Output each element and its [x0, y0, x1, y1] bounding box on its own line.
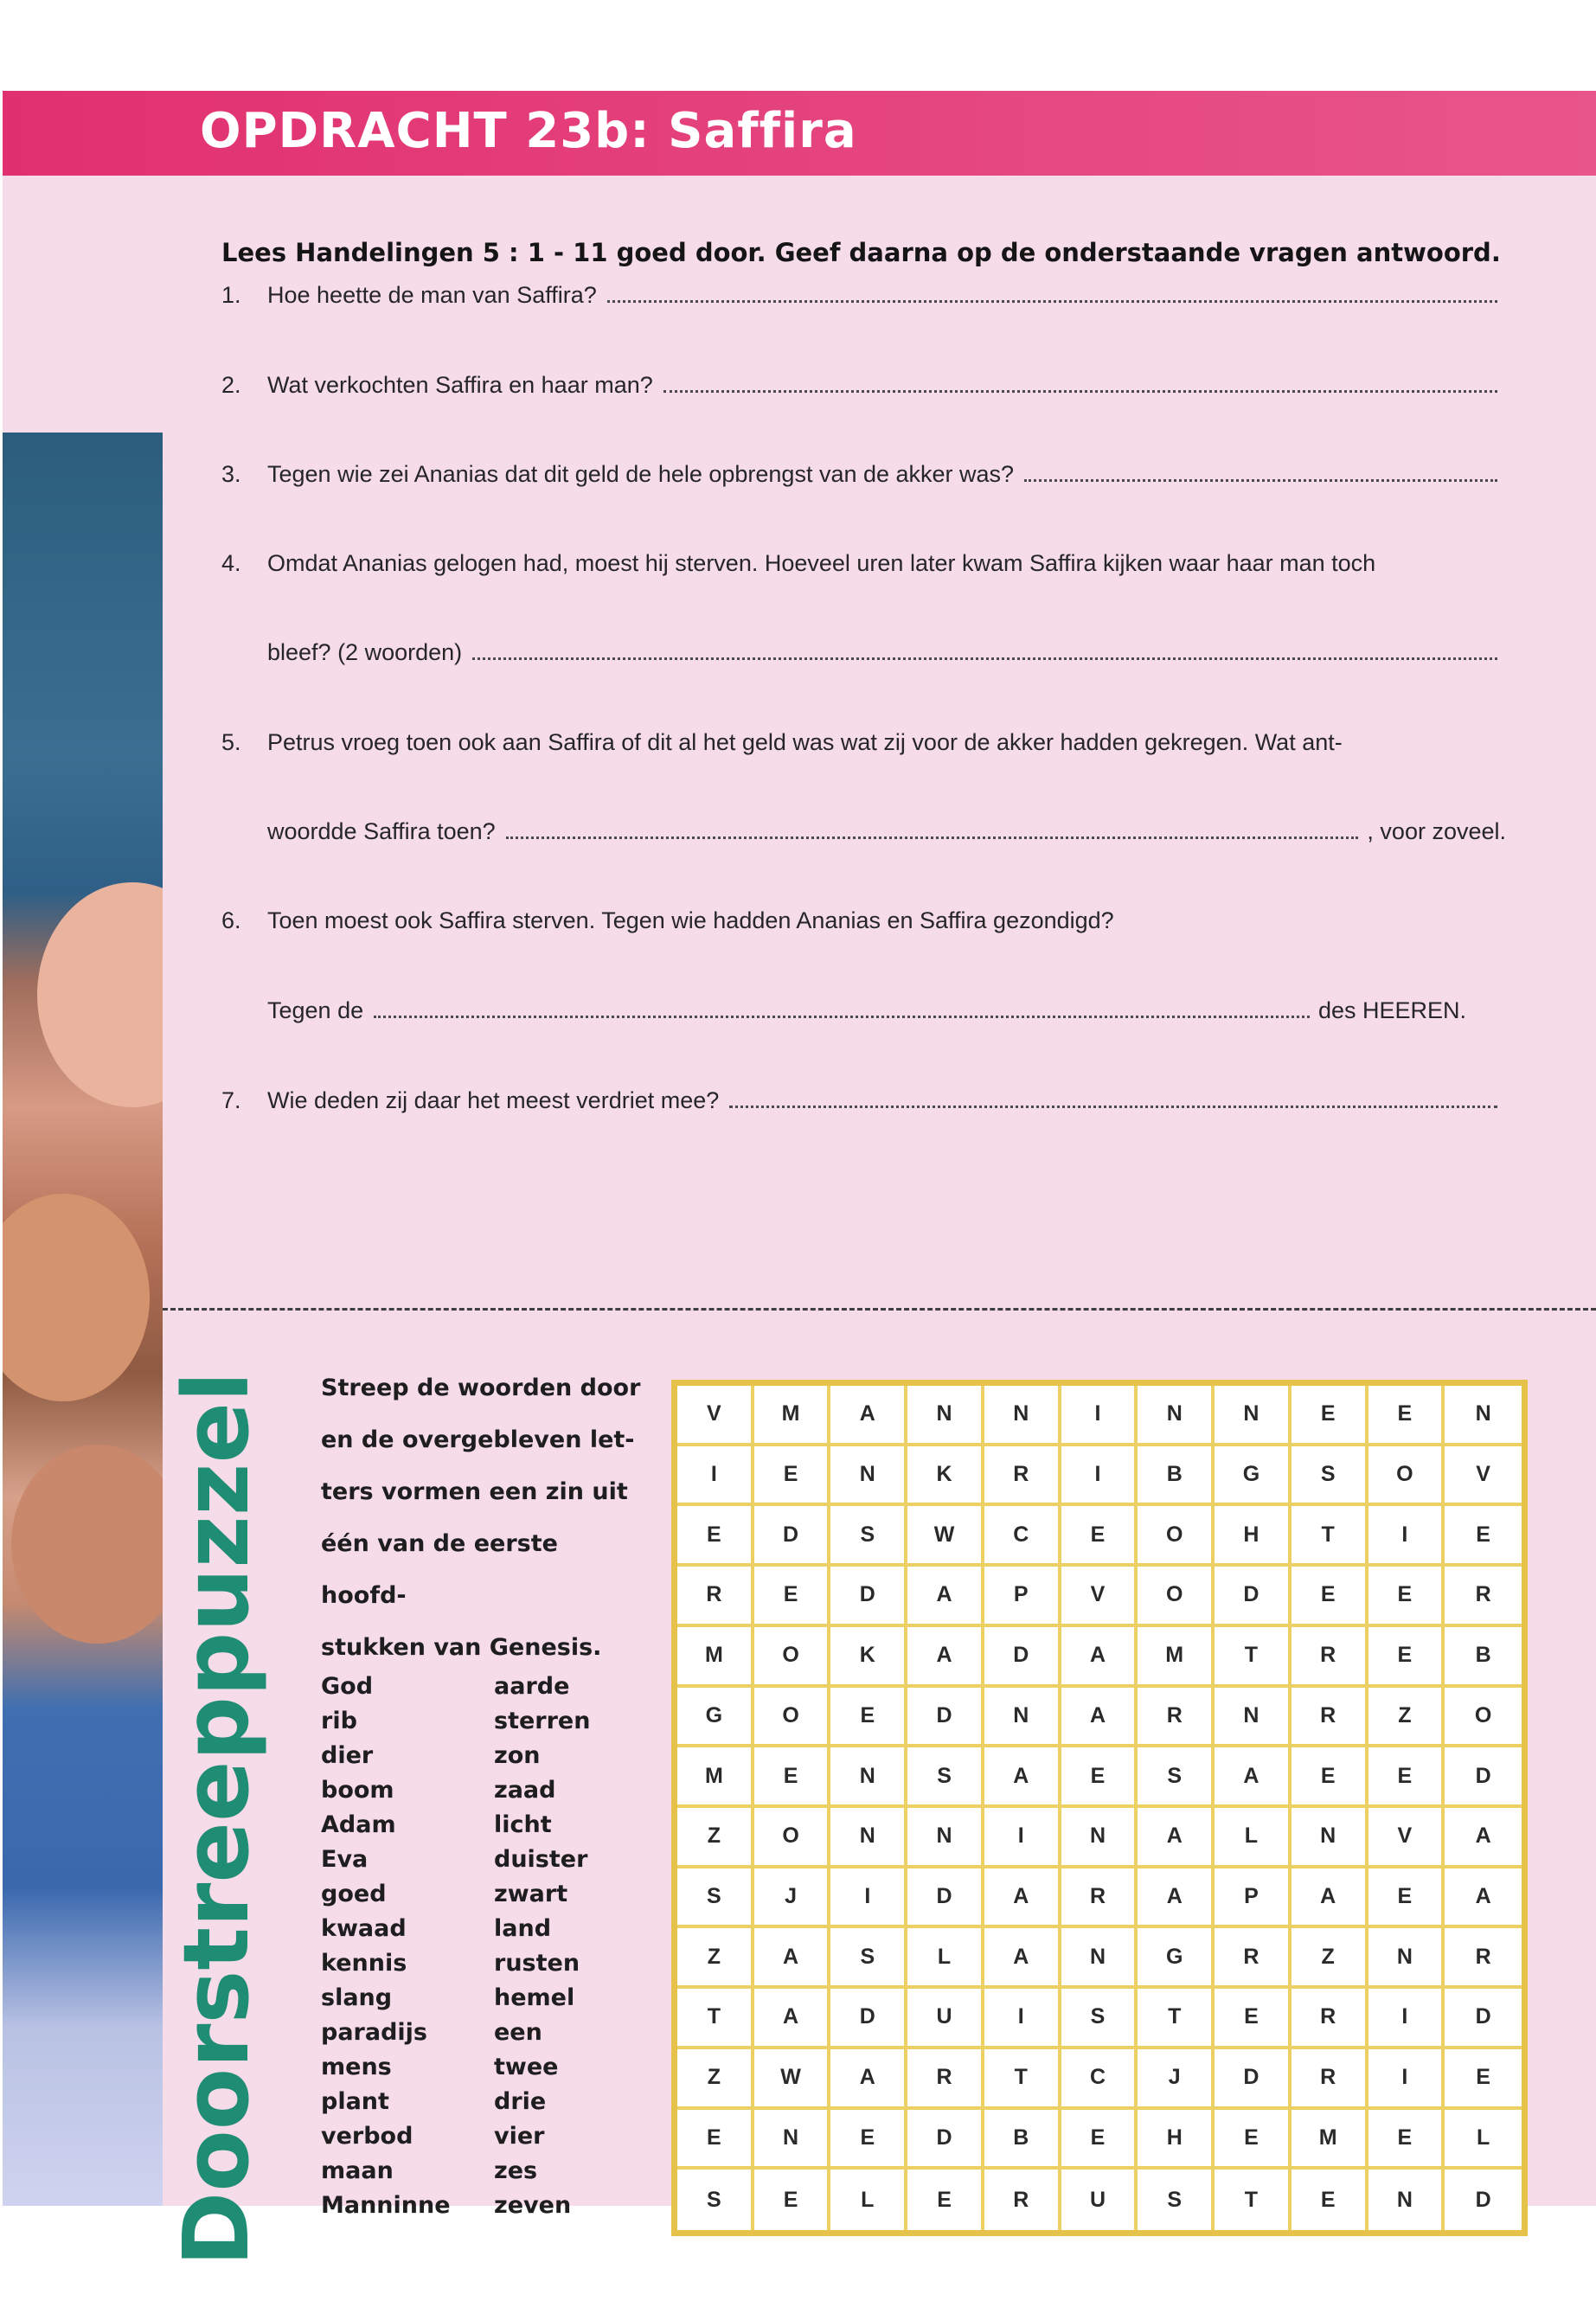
grid-cell[interactable]: I	[1061, 1446, 1138, 1507]
question-text: Hoe heette de man van Saffira?	[267, 282, 597, 308]
grid-cell[interactable]: M	[754, 1386, 831, 1446]
grid-cell[interactable]: A	[1292, 1868, 1368, 1929]
grid-cell[interactable]: A	[1138, 1808, 1215, 1868]
word-list-item: Adam	[321, 1811, 396, 1838]
grid-cell[interactable]: U	[1061, 2170, 1138, 2230]
grid-cell[interactable]: B	[1138, 1446, 1215, 1507]
word-list-item: Manninne	[321, 2192, 451, 2219]
word-list-item: verbod	[321, 2123, 413, 2150]
puzzle-intro-line: ters vormen een zin uit	[321, 1478, 628, 1505]
grid-cell[interactable]: R	[984, 2170, 1061, 2230]
grid-cell[interactable]: I	[984, 1989, 1061, 2049]
question-number: 7.	[221, 1087, 241, 1113]
face-shape-3	[11, 1445, 163, 1644]
grid-cell[interactable]: G	[1138, 1928, 1215, 1989]
grid-cell[interactable]: L	[907, 1928, 984, 1989]
grid-cell[interactable]: N	[1368, 2170, 1445, 2230]
question-tail-text: , voor zoveel.	[1367, 818, 1506, 844]
grid-cell[interactable]: E	[677, 1506, 754, 1567]
grid-cell[interactable]: Z	[677, 2049, 754, 2110]
grid-cell[interactable]: M	[1138, 1627, 1215, 1688]
puzzle-title: Doorstreeppuzzel	[163, 1371, 269, 2266]
grid-cell[interactable]: H	[1138, 2110, 1215, 2170]
grid-cell[interactable]: E	[830, 1688, 907, 1748]
word-list-item: sterren	[494, 1708, 591, 1734]
grid-cell[interactable]: N	[984, 1688, 1061, 1748]
grid-cell[interactable]: A	[1061, 1688, 1138, 1748]
grid-cell[interactable]: N	[1061, 1928, 1138, 1989]
word-list-item: paradijs	[321, 2019, 427, 2046]
word-list-item: kwaad	[321, 1915, 407, 1942]
grid-cell[interactable]: D	[754, 1506, 831, 1567]
grid-cell[interactable]: A	[830, 2049, 907, 2110]
grid-cell[interactable]: A	[907, 1567, 984, 1627]
grid-cell[interactable]: S	[1061, 1989, 1138, 2049]
question-number: 3.	[221, 461, 241, 487]
grid-cell[interactable]: N	[754, 2110, 831, 2170]
grid-cell[interactable]: I	[1368, 1506, 1445, 1567]
page-title: OPDRACHT 23b: Saffira	[200, 103, 857, 159]
grid-cell[interactable]: D	[984, 1627, 1061, 1688]
question-5-line	[221, 818, 1506, 845]
grid-cell[interactable]: N	[1215, 1688, 1292, 1748]
grid-cell[interactable]: V	[1445, 1446, 1522, 1507]
grid-cell[interactable]: I	[677, 1446, 754, 1507]
grid-cell[interactable]: E	[1368, 2110, 1445, 2170]
question-number: 6.	[221, 907, 241, 933]
grid-cell[interactable]: H	[1215, 1506, 1292, 1567]
instruction-text: Lees Handelingen 5 : 1 - 11 goed door. Geef daarna op de onderstaande vragen antwoord.	[221, 238, 1501, 267]
grid-cell[interactable]: N	[830, 1808, 907, 1868]
grid-cell[interactable]: E	[1368, 1627, 1445, 1688]
children-photo	[3, 433, 163, 2206]
grid-cell[interactable]: N	[984, 1386, 1061, 1446]
grid-cell[interactable]: D	[1475, 2187, 1491, 2212]
grid-cell[interactable]: L	[1445, 2110, 1522, 2170]
word-list-item: aarde	[494, 1673, 570, 1700]
grid-cell[interactable]: U	[907, 1989, 984, 2049]
grid-cell[interactable]: E	[1368, 1386, 1445, 1446]
grid-cell[interactable]: T	[677, 1989, 754, 2049]
word-search-grid	[671, 1380, 1528, 2236]
word-list-column-1	[321, 1670, 485, 2223]
word-list-item: duister	[494, 1846, 588, 1873]
grid-cell[interactable]: G	[677, 1688, 754, 1748]
word-list-item: zes	[494, 2157, 538, 2184]
grid-cell[interactable]: O	[1368, 1446, 1445, 1507]
grid-cell[interactable]: P	[1215, 1868, 1292, 1929]
word-list-item: plant	[321, 2088, 389, 2115]
answer-line[interactable]	[374, 1015, 1310, 1018]
grid-cell[interactable]: C	[1061, 2049, 1138, 2110]
grid-cell[interactable]: M	[677, 1747, 754, 1808]
grid-cell[interactable]: G	[1215, 1446, 1292, 1507]
grid-cell[interactable]: E	[1215, 1989, 1292, 2049]
grid-cell[interactable]: O	[1138, 1567, 1215, 1627]
grid-cell[interactable]: E	[1445, 1506, 1522, 1567]
word-list-column-2	[494, 1670, 658, 2223]
grid-cell[interactable]: C	[984, 1506, 1061, 1567]
grid-cell[interactable]: N	[907, 1808, 984, 1868]
grid-cell[interactable]: E	[1368, 1567, 1445, 1627]
grid-cell[interactable]: D	[907, 1868, 984, 1929]
grid-cell[interactable]: E	[1292, 1747, 1368, 1808]
grid-cell[interactable]: B	[984, 2110, 1061, 2170]
grid-cell[interactable]: R	[1292, 1688, 1368, 1748]
grid-cell[interactable]: D	[830, 1567, 907, 1627]
grid-cell[interactable]: A	[1445, 1808, 1522, 1868]
grid-cell[interactable]: E	[1061, 1506, 1138, 1567]
grid-cell[interactable]: O	[754, 1627, 831, 1688]
grid-cell[interactable]: R	[1292, 1627, 1368, 1688]
grid-cell[interactable]: E	[1061, 1747, 1138, 1808]
grid-cell[interactable]: W	[754, 2049, 831, 2110]
grid-cell[interactable]: R	[984, 1446, 1061, 1507]
grid-cell[interactable]: S	[1138, 2170, 1215, 2230]
grid-cell[interactable]: W	[907, 1506, 984, 1567]
grid-cell[interactable]: Z	[1368, 1688, 1445, 1748]
grid-cell[interactable]: E	[1445, 2049, 1522, 2110]
grid-cell[interactable]: S	[907, 1747, 984, 1808]
grid-cell[interactable]: E	[754, 2170, 831, 2230]
puzzle-intro-line: stukken van Genesis.	[321, 1634, 602, 1661]
grid-cell[interactable]: Z	[1292, 1928, 1368, 1989]
puzzle-intro-line: en de overgebleven let-	[321, 1426, 635, 1453]
answer-line[interactable]	[1024, 478, 1497, 482]
grid-cell[interactable]: A	[754, 1928, 831, 1989]
question-text: Omdat Ananias gelogen had, moest hij sterven. Hoeveel uren later kwam Saffira kijken waar haar man toch	[267, 550, 1376, 576]
grid-cell[interactable]: A	[830, 1386, 907, 1446]
answer-line[interactable]	[607, 299, 1497, 303]
grid-cell[interactable]: S	[1138, 1747, 1215, 1808]
grid-cell[interactable]: A	[1215, 1747, 1292, 1808]
grid-cell[interactable]: A	[1445, 1868, 1522, 1929]
grid-cell[interactable]: R	[1215, 1928, 1292, 1989]
grid-cell[interactable]: E	[754, 1446, 831, 1507]
word-list-item: zaad	[494, 1777, 556, 1804]
grid-cell[interactable]: J	[754, 1868, 831, 1929]
grid-cell[interactable]: I	[830, 1868, 907, 1929]
question-text: Wie deden zij daar het meest verdriet mee?	[267, 1087, 720, 1113]
word-list-item: goed	[321, 1881, 387, 1907]
question-text: Tegen de	[267, 997, 364, 1023]
grid-cell[interactable]: E	[677, 2110, 754, 2170]
question-tail-text: des HEEREN.	[1317, 997, 1466, 1023]
grid-cell[interactable]: E	[1061, 2110, 1138, 2170]
grid-cell[interactable]: N	[907, 1386, 984, 1446]
question-text: woordde Saffira toen?	[267, 818, 496, 844]
grid-cell[interactable]: D	[907, 1688, 984, 1748]
question-4-line	[221, 639, 1506, 666]
grid-cell[interactable]: L	[1215, 1808, 1292, 1868]
grid-cell[interactable]: T	[1292, 1506, 1368, 1567]
grid-cell[interactable]: V	[677, 1386, 754, 1446]
grid-cell[interactable]: N	[830, 1747, 907, 1808]
grid-cell[interactable]: S	[1292, 1446, 1368, 1507]
grid-cell[interactable]: A	[907, 1627, 984, 1688]
grid-cell[interactable]: T	[1215, 1627, 1292, 1688]
question-6-line	[221, 997, 1466, 1024]
grid-cell[interactable]: E	[830, 2110, 907, 2170]
grid-cell[interactable]: E	[754, 1567, 831, 1627]
word-list-item: maan	[321, 2157, 394, 2184]
grid-cell[interactable]: T	[1215, 2170, 1292, 2230]
grid-cell[interactable]: E	[1292, 1567, 1368, 1627]
grid-cell[interactable]: N	[1368, 1928, 1445, 1989]
question-number: 5.	[221, 729, 241, 755]
question-2-line	[221, 372, 1506, 399]
word-list-item: kennis	[321, 1950, 407, 1977]
question-1-line	[221, 282, 1506, 309]
grid-cell[interactable]: S	[830, 1928, 907, 1989]
grid-cell[interactable]: D	[830, 1989, 907, 2049]
grid-cell[interactable]: A	[984, 1868, 1061, 1929]
dashed-divider	[163, 1308, 1596, 1311]
grid-cell[interactable]: D	[1445, 1989, 1522, 2049]
word-list-item: God	[321, 1673, 374, 1700]
word-list-item: hemel	[494, 1984, 575, 2011]
grid-cell[interactable]: B	[1445, 1627, 1522, 1688]
title-banner	[3, 91, 1596, 176]
word-list-item: zeven	[494, 2192, 572, 2219]
word-list-item: twee	[494, 2054, 559, 2080]
grid-cell[interactable]: I	[1368, 2049, 1445, 2110]
grid-cell[interactable]: D	[1215, 2049, 1292, 2110]
question-text: Wat verkochten Saffira en haar man?	[267, 372, 653, 398]
grid-cell[interactable]: Z	[677, 1808, 754, 1868]
grid-cell[interactable]: N	[830, 1446, 907, 1507]
grid-cell[interactable]: E	[907, 2170, 984, 2230]
grid-cell[interactable]: V	[1368, 1808, 1445, 1868]
question-number: 2.	[221, 372, 241, 398]
grid-cell[interactable]: A	[754, 1989, 831, 2049]
grid-cell[interactable]: I	[1368, 1989, 1445, 2049]
grid-cell[interactable]: O	[1138, 1506, 1215, 1567]
question-6-line	[221, 907, 1463, 934]
word-list-item: slang	[321, 1984, 393, 2011]
grid-cell[interactable]: M	[677, 1627, 754, 1688]
grid-cell[interactable]: L	[830, 2170, 907, 2230]
question-text: Tegen wie zei Ananias dat dit geld de hele opbrengst van de akker was?	[267, 461, 1015, 487]
grid-cell[interactable]: E	[1368, 1747, 1445, 1808]
grid-cell[interactable]: M	[1292, 2110, 1368, 2170]
question-text: Petrus vroeg toen ook aan Saffira of dit al het geld was wat zij voor de akker hadden gekregen. Wat ant-	[267, 729, 1343, 755]
grid-cell[interactable]: N	[1061, 1808, 1138, 1868]
grid-cell[interactable]: S	[830, 1506, 907, 1567]
grid-cell[interactable]: P	[984, 1567, 1061, 1627]
word-list-item: zon	[494, 1742, 541, 1769]
grid-cell[interactable]: A	[984, 1928, 1061, 1989]
puzzle-intro-line: Streep de woorden door	[321, 1375, 641, 1401]
word-list-item: mens	[321, 2054, 392, 2080]
grid-cell[interactable]: R	[1138, 1688, 1215, 1748]
grid-cell[interactable]: A	[1061, 1627, 1138, 1688]
question-text: Toen moest ook Saffira sterven. Tegen wie hadden Ananias en Saffira gezondigd?	[267, 907, 1114, 933]
face-shape-2	[3, 1194, 150, 1401]
grid-cell[interactable]: I	[1061, 1386, 1138, 1446]
word-list-item: rusten	[494, 1950, 580, 1977]
grid-cell[interactable]: D	[1215, 1567, 1292, 1627]
grid-cell[interactable]: N	[1215, 1386, 1292, 1446]
word-list-item: licht	[494, 1811, 552, 1838]
grid-cell[interactable]: I	[984, 1808, 1061, 1868]
word-list-item: drie	[494, 2088, 547, 2115]
word-list-item: zwart	[494, 1881, 568, 1907]
grid-cell[interactable]: E	[1292, 1386, 1368, 1446]
question-number: 4.	[221, 550, 241, 576]
grid-cell[interactable]: R	[1445, 1567, 1522, 1627]
grid-cell[interactable]: S	[677, 2170, 754, 2230]
answer-line[interactable]	[729, 1105, 1497, 1108]
grid-cell[interactable]: R	[1061, 1868, 1138, 1929]
grid-cell[interactable]: R	[907, 2049, 984, 2110]
grid-cell[interactable]: R	[1292, 1989, 1368, 2049]
grid-cell[interactable]: R	[677, 1567, 754, 1627]
grid-cell[interactable]: K	[830, 1627, 907, 1688]
word-list-item: een	[494, 2019, 542, 2046]
answer-line[interactable]	[506, 836, 1359, 839]
grid-cell[interactable]: O	[754, 1688, 831, 1748]
face-shape-1	[37, 882, 163, 1107]
word-list-item: boom	[321, 1777, 394, 1804]
word-list-item: vier	[494, 2123, 545, 2150]
grid-cell[interactable]: R	[1292, 2049, 1368, 2110]
grid-cell[interactable]: J	[1138, 2049, 1215, 2110]
grid-cell[interactable]: R	[1445, 1928, 1522, 1989]
grid-cell[interactable]: E	[1368, 1868, 1445, 1929]
grid-cell[interactable]: E	[754, 1747, 831, 1808]
grid-cell[interactable]: T	[984, 2049, 1061, 2110]
word-list-item: dier	[321, 1742, 374, 1769]
grid-cell[interactable]: N	[1292, 1808, 1368, 1868]
grid-cell[interactable]: D	[907, 2110, 984, 2170]
puzzle-instructions	[321, 1362, 650, 1674]
grid-cell[interactable]: E	[1215, 2110, 1292, 2170]
grid-cell[interactable]: N	[1138, 1386, 1215, 1446]
answer-line[interactable]	[663, 389, 1497, 393]
grid-cell[interactable]: A	[984, 1747, 1061, 1808]
puzzle-intro-line: één van de eerste hoofd-	[321, 1530, 558, 1609]
question-5-line	[221, 729, 1463, 756]
question-text: bleef? (2 woorden)	[267, 639, 463, 665]
grid-cell[interactable]: N	[1445, 1386, 1522, 1446]
grid-cell[interactable]: V	[1061, 1567, 1138, 1627]
grid-cell[interactable]: O	[1445, 1688, 1522, 1748]
grid-cell[interactable]: Z	[677, 1928, 754, 1989]
word-list-item: land	[494, 1915, 552, 1942]
question-7-line	[221, 1087, 1506, 1114]
grid-cell[interactable]: A	[1138, 1868, 1215, 1929]
worksheet-page	[3, 91, 1596, 2266]
word-list-item: Eva	[321, 1846, 369, 1873]
word-list-item: rib	[321, 1708, 357, 1734]
grid-cell[interactable]: D	[1445, 1747, 1522, 1808]
grid-cell[interactable]: K	[907, 1446, 984, 1507]
question-4-line	[221, 550, 1482, 577]
grid-cell[interactable]: O	[754, 1808, 831, 1868]
question-3-line	[221, 461, 1506, 488]
question-number: 1.	[221, 282, 241, 308]
grid-cell[interactable]: E	[1292, 2170, 1368, 2230]
grid-cell[interactable]: T	[1138, 1989, 1215, 2049]
answer-line[interactable]	[472, 657, 1497, 660]
grid-cell[interactable]: S	[677, 1868, 754, 1929]
